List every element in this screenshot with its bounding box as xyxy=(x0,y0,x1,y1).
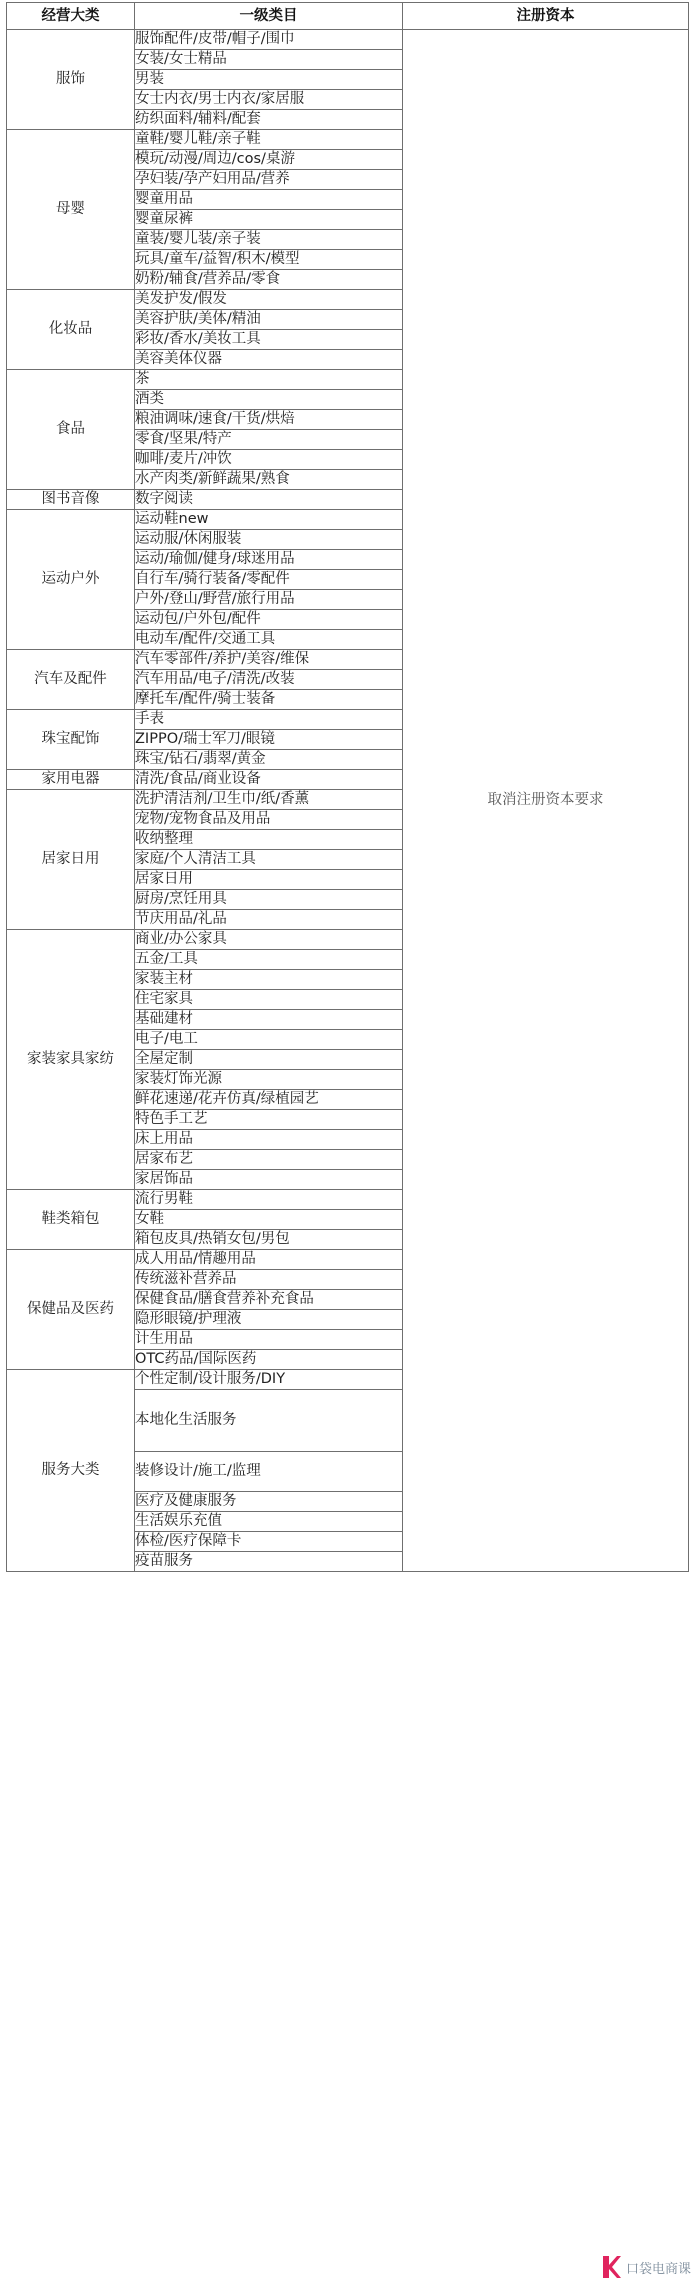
primary-category-cell: 全屋定制 xyxy=(135,1050,403,1070)
business-category-cell: 化妆品 xyxy=(7,290,135,370)
table-row xyxy=(7,30,689,50)
primary-category-cell: 零食/坚果/特产 xyxy=(135,430,403,450)
primary-category-cell: 服饰配件/皮带/帽子/围巾 xyxy=(135,30,403,50)
primary-category-cell: 箱包皮具/热销女包/男包 xyxy=(135,1230,403,1250)
primary-category-cell: 汽车零部件/养护/美容/维保 xyxy=(135,650,403,670)
primary-category-cell: 流行男鞋 xyxy=(135,1190,403,1210)
primary-category-cell: 保健食品/膳食营养补充食品 xyxy=(135,1290,403,1310)
primary-category-cell: 本地化生活服务 xyxy=(135,1390,403,1452)
primary-category-cell: 美容美体仪器 xyxy=(135,350,403,370)
watermark-text: 口袋电商课 xyxy=(625,2261,691,2277)
primary-category-cell: 家装灯饰光源 xyxy=(135,1070,403,1090)
primary-category-cell: 传统滋补营养品 xyxy=(135,1270,403,1290)
primary-category-cell: 运动鞋new xyxy=(135,510,403,530)
primary-category-cell: 家庭/个人清洁工具 xyxy=(135,850,403,870)
table-body xyxy=(7,30,689,1572)
business-category-cell: 家用电器 xyxy=(7,770,135,790)
primary-category-cell: 男装 xyxy=(135,70,403,90)
primary-category-cell: 酒类 xyxy=(135,390,403,410)
primary-category-cell: 女装/女士精品 xyxy=(135,50,403,70)
primary-category-cell: 女鞋 xyxy=(135,1210,403,1230)
brand-logo-icon xyxy=(600,2254,622,2280)
business-category-cell: 服饰 xyxy=(7,30,135,130)
primary-category-cell: 户外/登山/野营/旅行用品 xyxy=(135,590,403,610)
business-category-cell: 服务大类 xyxy=(7,1370,135,1572)
business-category-cell: 保健品及医药 xyxy=(7,1250,135,1370)
primary-category-cell: 美容护肤/美体/精油 xyxy=(135,310,403,330)
primary-category-cell: 孕妇装/孕产妇用品/营养 xyxy=(135,170,403,190)
header-primary-category: 一级类目 xyxy=(135,3,403,30)
primary-category-cell: 电子/电工 xyxy=(135,1030,403,1050)
primary-category-cell: 清洗/食品/商业设备 xyxy=(135,770,403,790)
primary-category-cell: 疫苗服务 xyxy=(135,1552,403,1572)
primary-category-cell: 计生用品 xyxy=(135,1330,403,1350)
primary-category-cell: 玩具/童车/益智/积木/模型 xyxy=(135,250,403,270)
primary-category-cell: 婴童用品 xyxy=(135,190,403,210)
business-category-cell: 家装家具家纺 xyxy=(7,930,135,1190)
business-category-cell: 食品 xyxy=(7,370,135,490)
primary-category-cell: 成人用品/情趣用品 xyxy=(135,1250,403,1270)
primary-category-cell: 美发护发/假发 xyxy=(135,290,403,310)
business-category-cell: 汽车及配件 xyxy=(7,650,135,710)
primary-category-cell: 运动服/休闲服装 xyxy=(135,530,403,550)
business-category-cell: 运动户外 xyxy=(7,510,135,650)
primary-category-cell: 个性定制/设计服务/DIY xyxy=(135,1370,403,1390)
primary-category-cell: 自行车/骑行装备/零配件 xyxy=(135,570,403,590)
primary-category-cell: 家装主材 xyxy=(135,970,403,990)
table-header-row xyxy=(7,3,689,30)
primary-category-cell: 家居饰品 xyxy=(135,1170,403,1190)
primary-category-cell: 电动车/配件/交通工具 xyxy=(135,630,403,650)
business-category-cell: 图书音像 xyxy=(7,490,135,510)
primary-category-cell: 数字阅读 xyxy=(135,490,403,510)
primary-category-cell: 咖啡/麦片/冲饮 xyxy=(135,450,403,470)
primary-category-cell: 商业/办公家具 xyxy=(135,930,403,950)
primary-category-cell: 特色手工艺 xyxy=(135,1110,403,1130)
category-capital-table xyxy=(6,2,689,1572)
primary-category-cell: 居家布艺 xyxy=(135,1150,403,1170)
primary-category-cell: 粮油调味/速食/干货/烘焙 xyxy=(135,410,403,430)
primary-category-cell: 宠物/宠物食品及用品 xyxy=(135,810,403,830)
primary-category-cell: 奶粉/辅食/营养品/零食 xyxy=(135,270,403,290)
primary-category-cell: 居家日用 xyxy=(135,870,403,890)
primary-category-cell: 汽车用品/电子/清洗/改装 xyxy=(135,670,403,690)
primary-category-cell: 茶 xyxy=(135,370,403,390)
primary-category-cell: 珠宝/钻石/翡翠/黄金 xyxy=(135,750,403,770)
primary-category-cell: 基础建材 xyxy=(135,1010,403,1030)
primary-category-cell: 婴童尿裤 xyxy=(135,210,403,230)
primary-category-cell: 摩托车/配件/骑士装备 xyxy=(135,690,403,710)
primary-category-cell: 水产肉类/新鲜蔬果/熟食 xyxy=(135,470,403,490)
primary-category-cell: 医疗及健康服务 xyxy=(135,1492,403,1512)
primary-category-cell: 住宅家具 xyxy=(135,990,403,1010)
primary-category-cell: OTC药品/国际医药 xyxy=(135,1350,403,1370)
primary-category-cell: 纺织面料/辅料/配套 xyxy=(135,110,403,130)
primary-category-cell: 鲜花速递/花卉仿真/绿植园艺 xyxy=(135,1090,403,1110)
primary-category-cell: 童装/婴儿装/亲子装 xyxy=(135,230,403,250)
primary-category-cell: 节庆用品/礼品 xyxy=(135,910,403,930)
primary-category-cell: 模玩/动漫/周边/cos/桌游 xyxy=(135,150,403,170)
primary-category-cell: 运动/瑜伽/健身/球迷用品 xyxy=(135,550,403,570)
primary-category-cell: 手表 xyxy=(135,710,403,730)
primary-category-cell: 收纳整理 xyxy=(135,830,403,850)
primary-category-cell: 装修设计/施工/监理 xyxy=(135,1452,403,1492)
primary-category-cell: 五金/工具 xyxy=(135,950,403,970)
business-category-cell: 居家日用 xyxy=(7,790,135,930)
primary-category-cell: 隐形眼镜/护理液 xyxy=(135,1310,403,1330)
header-business-category: 经营大类 xyxy=(7,3,135,30)
primary-category-cell: 洗护清洁剂/卫生巾/纸/香薰 xyxy=(135,790,403,810)
business-category-cell: 鞋类箱包 xyxy=(7,1190,135,1250)
watermark xyxy=(600,2254,691,2280)
business-category-cell: 母婴 xyxy=(7,130,135,290)
primary-category-cell: ZIPPO/瑞士军刀/眼镜 xyxy=(135,730,403,750)
business-category-cell: 珠宝配饰 xyxy=(7,710,135,770)
header-registered-capital: 注册资本 xyxy=(403,3,689,30)
primary-category-cell: 生活娱乐充值 xyxy=(135,1512,403,1532)
primary-category-cell: 体检/医疗保障卡 xyxy=(135,1532,403,1552)
primary-category-cell: 女士内衣/男士内衣/家居服 xyxy=(135,90,403,110)
primary-category-cell: 厨房/烹饪用具 xyxy=(135,890,403,910)
primary-category-cell: 运动包/户外包/配件 xyxy=(135,610,403,630)
primary-category-cell: 童鞋/婴儿鞋/亲子鞋 xyxy=(135,130,403,150)
primary-category-cell: 彩妆/香水/美妆工具 xyxy=(135,330,403,350)
primary-category-cell: 床上用品 xyxy=(135,1130,403,1150)
registered-capital-note: 取消注册资本要求 xyxy=(403,30,689,1572)
